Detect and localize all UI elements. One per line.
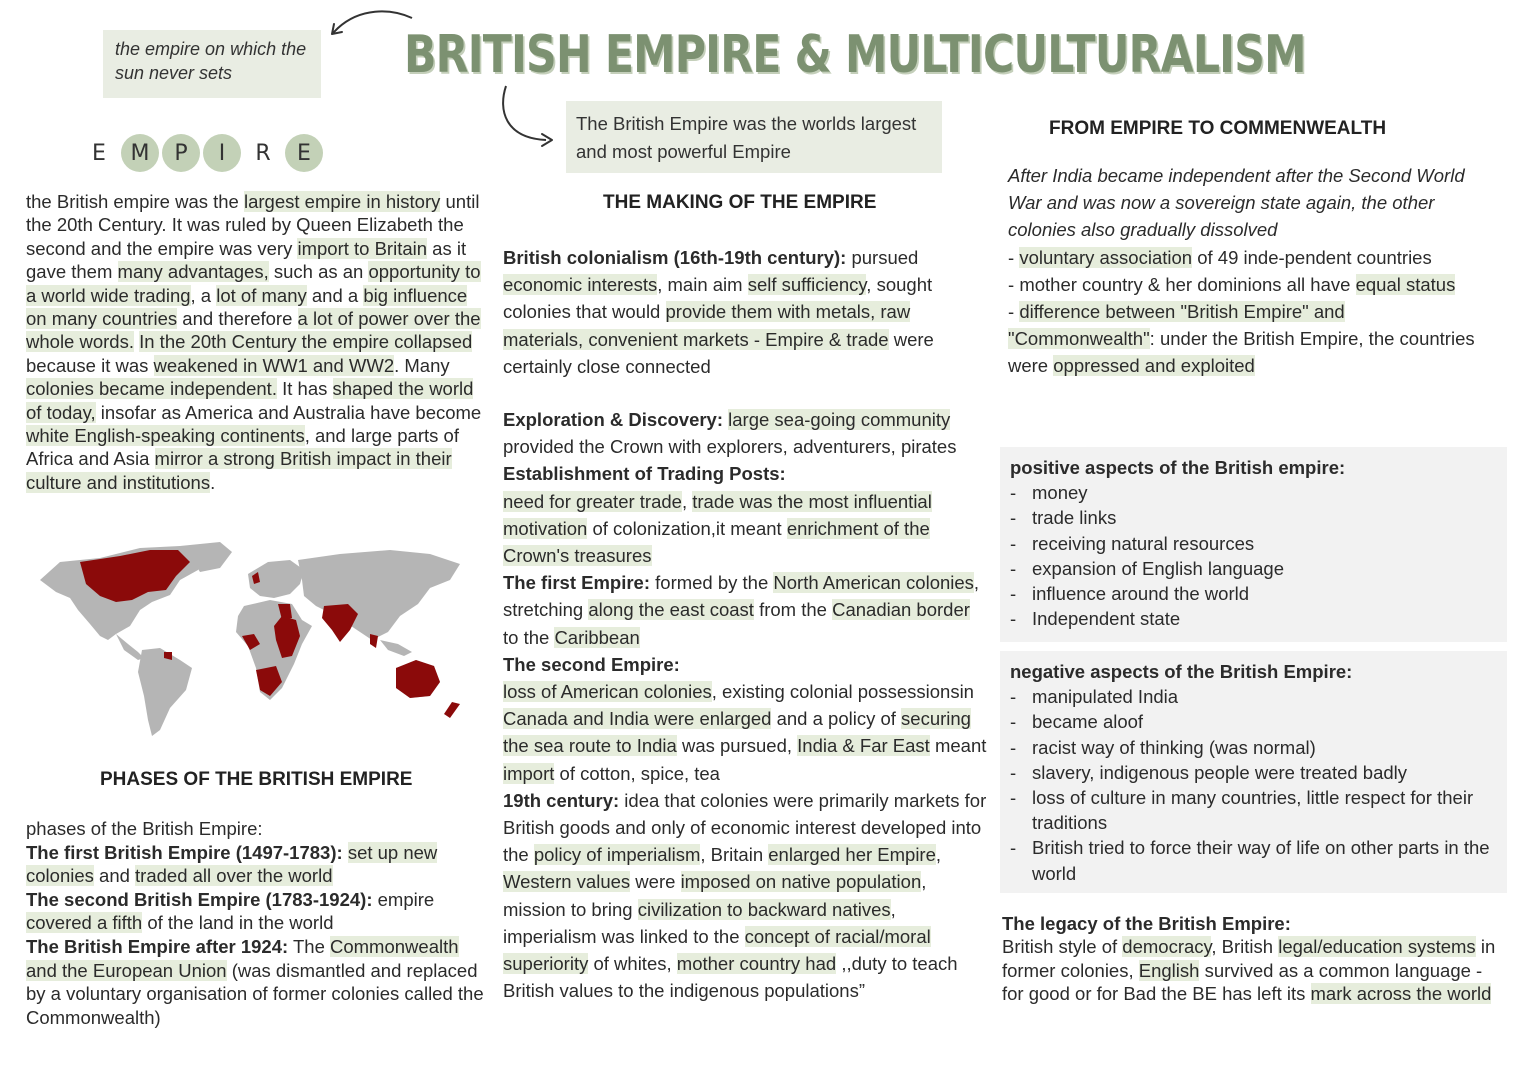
list-item: - became aloof	[1010, 709, 1497, 734]
section-highlight: Western values	[503, 871, 631, 893]
bullet-highlight: difference between "British Empire" and "Commonwealth"	[1008, 301, 1345, 350]
intro-text: because it was	[26, 354, 154, 376]
intro-text: . Many	[394, 354, 450, 376]
bullet-text: of 49 inde-pendent countries	[1192, 246, 1432, 268]
section-highlight: policy of imperialism	[533, 844, 701, 866]
phase-highlight: Commonwealth and the European Union	[26, 935, 459, 981]
legacy-highlight: legal/education systems	[1278, 936, 1476, 958]
positive-list	[1010, 480, 1497, 631]
intro-highlight: lot of many	[216, 284, 307, 306]
making-block	[503, 244, 988, 1004]
section-text: ,	[935, 844, 942, 866]
land-south-america	[138, 648, 192, 736]
phases-block	[26, 817, 486, 1029]
section-highlight: North American colonies	[773, 572, 974, 594]
section-highlight: concept of racial/moral superiority	[503, 925, 931, 975]
letter-r: R	[255, 140, 271, 166]
section-text: to the	[503, 626, 555, 648]
section-text: , imperialism was linked to the	[503, 898, 896, 947]
intro-highlight: a lot of power over the whole words.	[26, 308, 481, 353]
first-empire-paragraph	[503, 569, 988, 651]
curved-arrow-left	[338, 11, 412, 28]
legacy-paragraph	[1002, 935, 1507, 1005]
section-text: , existing colonial possessionsin	[711, 681, 974, 703]
letter-e1: E	[92, 140, 106, 166]
intro-highlight: mirror a strong British impact in their culture and institutions	[26, 448, 452, 493]
legacy-highlight: mark across the world	[1310, 983, 1492, 1005]
intro-text: insofar as America and Australia have become	[95, 401, 482, 423]
section-text: , mission to bring	[503, 871, 927, 920]
empire-new-zealand	[444, 702, 460, 718]
bullet-highlight: voluntary association	[1019, 246, 1193, 268]
bullet-highlight: oppressed and exploited	[1053, 355, 1255, 377]
positive-heading: positive aspects of the British empire:	[1010, 457, 1346, 478]
section-text: , Britain	[700, 844, 769, 866]
intro-text: It has	[276, 378, 333, 400]
bullet-dash: -	[1008, 246, 1020, 268]
making-heading: THE MAKING OF THE EMPIRE	[603, 192, 877, 213]
section-text: of cotton, spice, tea	[554, 762, 720, 784]
section-highlight: self sufficiency	[747, 274, 867, 296]
section-highlight: Caribbean	[554, 626, 640, 648]
phase-text: (was dismantled and replaced by a voluntary organisation of former colonies called the Commonwealth)	[26, 959, 484, 1028]
intro-highlight: shaped the world of today,	[26, 378, 474, 423]
c19-paragraph	[503, 787, 988, 1005]
section-highlight: securing the sea route to India	[503, 708, 971, 757]
intro-highlight: In the 20th Century the empire collapsed	[139, 331, 473, 353]
phase-highlight: covered a fifth	[26, 912, 143, 934]
section-text: pursued	[846, 247, 919, 268]
phase-text: The	[288, 935, 330, 957]
empire-malaya	[370, 634, 378, 648]
intro-highlight: big influence on many countries	[26, 284, 468, 330]
intro-highlight: white English-speaking continents	[26, 425, 305, 447]
legacy-text: , British	[1211, 936, 1279, 958]
section-highlight: enrichment of the Crown's treasures	[503, 517, 930, 567]
intro-highlight: opportunity to a world wide trading	[26, 261, 481, 306]
intro-highlight: weakened in WW1 and WW2	[153, 354, 395, 376]
legacy-block	[1002, 912, 1507, 1006]
empire-australia	[396, 660, 440, 698]
letter-i: I	[203, 134, 241, 172]
bullet-text: : under the British Empire, the countries were	[1008, 328, 1475, 377]
list-item: - expansion of English language	[1010, 556, 1497, 581]
section-text: and a policy of	[771, 708, 902, 730]
phase-first	[26, 841, 486, 888]
phase-label: The first British Empire (1497-1783):	[26, 841, 343, 863]
worlds-largest-note: The British Empire was the worlds largest and most powerful Empire	[566, 101, 942, 173]
legacy-highlight: English	[1138, 959, 1200, 981]
bullet-dash: -	[1008, 273, 1020, 295]
list-item: - receiving natural resources	[1010, 531, 1497, 556]
empire-india	[322, 604, 358, 642]
legacy-highlight: democracy	[1122, 936, 1212, 958]
legacy-text: British style of	[1002, 936, 1123, 958]
legacy-text: in former colonies,	[1002, 936, 1496, 981]
negative-list	[1010, 684, 1497, 886]
list-item: - British tried to force their way of life on other parts in the world	[1010, 835, 1497, 885]
bullet-text: mother country & her dominions all have	[1019, 273, 1356, 295]
intro-highlight: many advantages,	[117, 261, 269, 283]
section-highlight: loss of American colonies	[503, 681, 712, 703]
section-label: The second Empire:	[503, 653, 680, 675]
section-label: British colonialism (16th-19th century):	[503, 247, 847, 268]
section-text: from the	[753, 599, 833, 621]
section-highlight: Canada and India were enlarged	[503, 708, 772, 730]
phase-after	[26, 935, 486, 1029]
negative-heading: negative aspects of the British Empire:	[1010, 661, 1353, 682]
section-highlight: provide them with metals, raw materials, convenient markets - Empire & trade	[503, 301, 911, 350]
intro-text: and therefore	[177, 308, 298, 330]
list-item: - manipulated India	[1010, 684, 1497, 709]
section-text: provided the Crown with explorers, adventurers, pirates	[503, 436, 957, 458]
commonwealth-block	[1008, 162, 1488, 380]
section-text: ,	[681, 490, 693, 512]
trading-paragraph	[503, 488, 988, 570]
phase-text: empire	[372, 888, 435, 910]
world-map	[20, 540, 480, 740]
phases-intro: phases of the British Empire:	[26, 818, 263, 839]
section-text: , main aim	[657, 274, 748, 296]
letter-p: P	[162, 134, 200, 172]
commonwealth-heading: FROM EMPIRE TO COMMENWEALTH	[1049, 118, 1387, 139]
intro-text: such as an	[268, 261, 369, 283]
section-highlight: need for greater trade	[503, 490, 682, 512]
section-highlight: economic interests	[503, 274, 658, 296]
intro-text: until the 20th Century. It was ruled by Queen Elizabeth the second and the empire was very	[26, 191, 480, 259]
curved-arrow-down	[503, 86, 546, 140]
section-highlight: along the east coast	[588, 599, 754, 621]
list-item: - slavery, indigenous people were treated badly	[1010, 760, 1497, 785]
section-highlight: large sea-going community	[728, 409, 951, 431]
phase-label: The second British Empire (1783-1924):	[26, 888, 373, 910]
section-text: were certainly close connected	[503, 328, 934, 377]
section-text: were	[630, 871, 681, 893]
bullet-dash: -	[1008, 301, 1020, 323]
land-se-asia	[380, 640, 412, 656]
list-item: - money	[1010, 480, 1497, 505]
section-label: Exploration & Discovery:	[503, 409, 724, 431]
section-text: formed by the	[650, 572, 774, 594]
list-item: - trade links	[1010, 505, 1497, 530]
phase-highlight: set up new colonies	[26, 841, 438, 887]
negative-aspects-panel	[1000, 651, 1507, 893]
section-label: Establishment of Trading Posts:	[503, 463, 786, 485]
phase-label: The British Empire after 1924:	[26, 935, 289, 957]
section-text: was pursued,	[676, 735, 798, 757]
second-empire-paragraph	[503, 678, 988, 787]
legacy-text: survived as a common language - for good or for Bad the BE has left its	[1002, 959, 1483, 1005]
phase-text: of the land in the world	[142, 912, 334, 934]
section-text: ,,duty to teach British values to the indigenous populations”	[503, 953, 958, 1002]
intro-text: .	[210, 471, 216, 493]
section-highlight: imposed on native population	[680, 871, 922, 893]
section-text: , stretching	[503, 572, 980, 621]
intro-paragraph	[26, 190, 486, 494]
colonialism-paragraph	[503, 244, 988, 380]
intro-text: , a	[190, 284, 217, 306]
intro-highlight: import to Britain	[297, 237, 428, 259]
intro-text: , and large parts of Africa and Asia	[26, 425, 459, 470]
letter-e2: E	[285, 134, 323, 172]
section-highlight: import	[503, 762, 555, 784]
land-central-america	[116, 634, 144, 660]
phases-heading: PHASES OF THE BRITISH EMPIRE	[100, 769, 413, 790]
phase-text: and	[93, 865, 136, 887]
section-highlight: civilization to backward natives	[637, 898, 891, 920]
section-text: , sought colonies that would	[503, 274, 933, 323]
page-title: BRITISH EMPIRE & MULTICULTURALISM	[404, 25, 1306, 85]
land-asia	[298, 550, 460, 640]
list-item: - influence around the world	[1010, 581, 1497, 606]
intro-text: as it gave them	[26, 237, 467, 283]
trading-label-line	[503, 460, 988, 487]
bullet-highlight: equal status	[1355, 273, 1456, 295]
intro-highlight: colonies became independent.	[26, 378, 277, 400]
section-label: The first Empire:	[503, 572, 650, 594]
section-text: idea that colonies were primarily markets for British goods and only of economic interest developed into the	[503, 789, 987, 866]
phase-second	[26, 888, 486, 935]
commonwealth-intro: After India became independent after the Second World War and was now a sovereign state again, the other colonies also gradually dissolved	[1008, 165, 1465, 241]
second-empire-label-line	[503, 651, 988, 678]
intro-text: and a	[306, 284, 364, 306]
section-label: 19th century:	[503, 789, 620, 811]
legacy-heading: The legacy of the British Empire:	[1002, 913, 1291, 934]
commonwealth-bullet-1	[1008, 244, 1488, 271]
section-text: of colonization,it meant	[587, 517, 787, 539]
section-highlight: India & Far East	[797, 735, 930, 757]
intro-highlight: largest empire in history	[243, 191, 441, 212]
section-highlight: enlarged her Empire	[768, 844, 936, 866]
section-text: of whites,	[588, 953, 677, 975]
section-highlight: Canadian border	[832, 599, 970, 621]
phase-highlight: traded all over the world	[135, 865, 333, 887]
list-item: - Independent state	[1010, 606, 1497, 631]
exploration-paragraph	[503, 406, 988, 460]
list-item: - loss of culture in many countries, little respect for their traditions	[1010, 785, 1497, 835]
intro-text: the British empire was the	[26, 191, 244, 212]
empire-letters	[80, 132, 326, 174]
section-highlight: mother country had	[676, 953, 837, 975]
commonwealth-bullet-2	[1008, 271, 1488, 298]
letter-m: M	[121, 134, 159, 172]
annotation-arrows	[320, 0, 560, 150]
list-item: - racist way of thinking (was normal)	[1010, 735, 1497, 760]
section-text: meant	[929, 735, 987, 757]
section-highlight: trade was the most influential motivation	[503, 490, 932, 539]
sun-never-sets-note: the empire on which the sun never sets	[103, 30, 321, 98]
positive-aspects-panel	[1000, 447, 1507, 642]
commonwealth-bullet-3	[1008, 298, 1488, 380]
